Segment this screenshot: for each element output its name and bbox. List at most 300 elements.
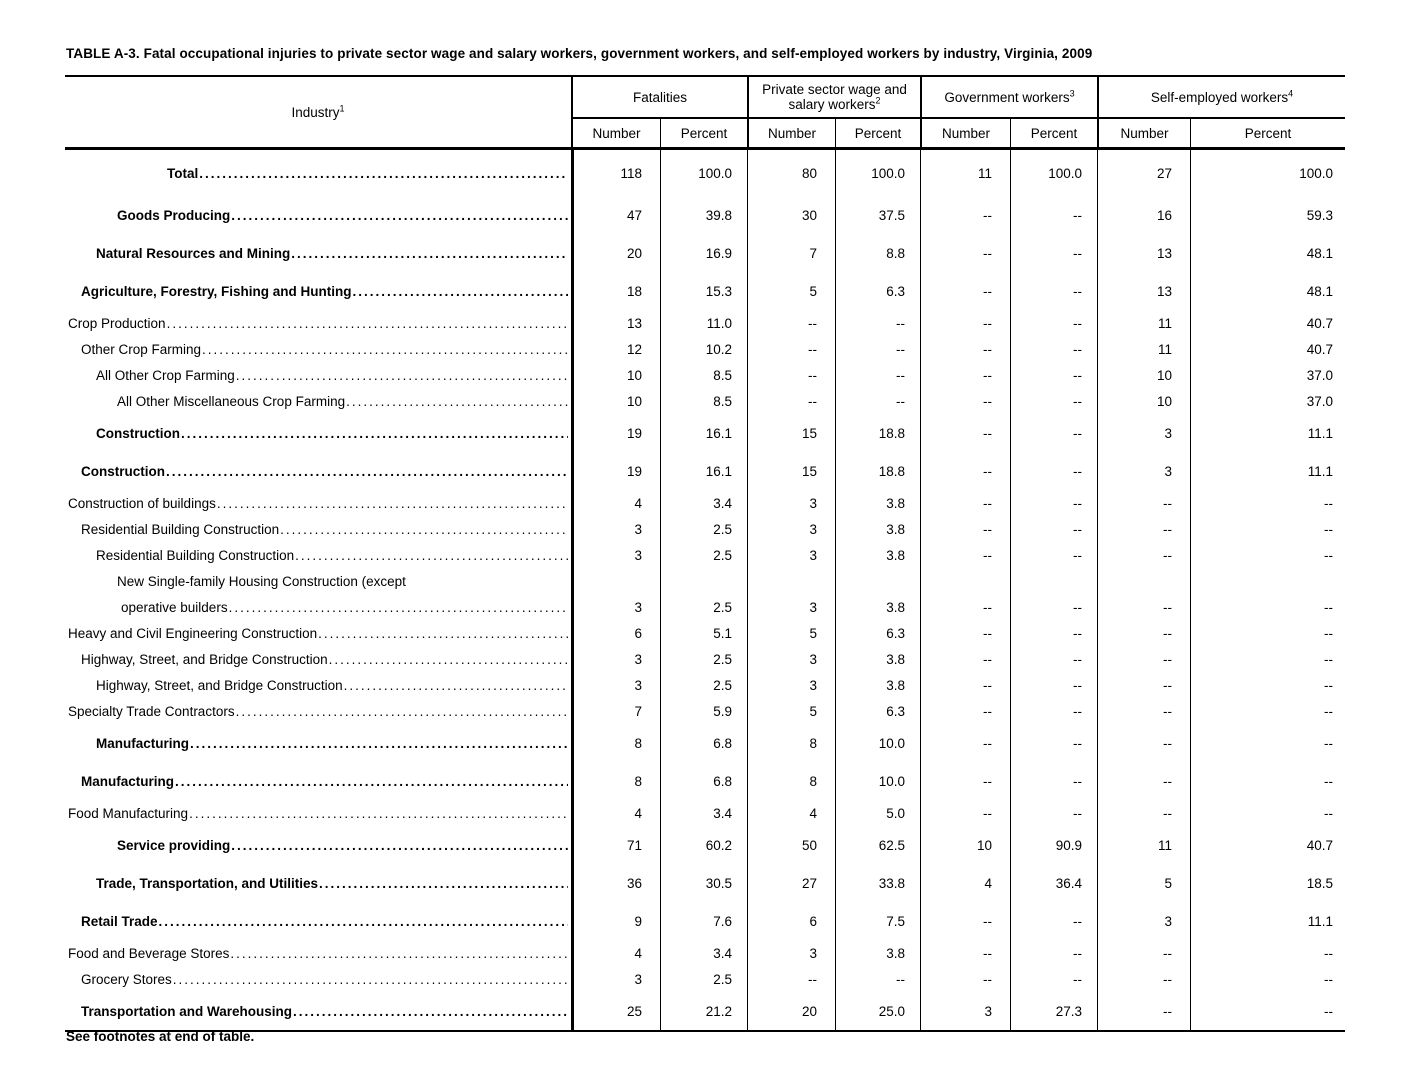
percent-cell: --	[1190, 516, 1345, 542]
number-cell: --	[920, 516, 1010, 542]
table-row	[65, 864, 1345, 902]
dot-leader	[181, 426, 568, 441]
number-cell: --	[920, 310, 1010, 336]
industry-label: Heavy and Civil Engineering Construction	[68, 625, 318, 641]
industry-column-header	[65, 77, 573, 147]
percent-cell: 37.0	[1190, 388, 1345, 414]
subheader-self-number: Number	[1097, 119, 1190, 147]
industry-label: Transportation and Warehousing	[81, 1003, 293, 1019]
percent-cell: 3.8	[835, 940, 920, 966]
table-row	[65, 800, 1345, 826]
industry-cell	[65, 620, 573, 646]
percent-cell: 16.9	[660, 234, 747, 272]
percent-cell: --	[835, 310, 920, 336]
number-cell: 8	[573, 724, 660, 762]
industry-cell	[65, 388, 573, 414]
percent-cell: --	[1010, 698, 1097, 724]
number-cell: 10	[573, 388, 660, 414]
number-cell: --	[920, 672, 1010, 698]
industry-label: Manufacturing	[96, 735, 189, 751]
number-cell: 71	[573, 826, 660, 864]
percent-cell: 11.1	[1190, 452, 1345, 490]
dot-leader	[190, 736, 568, 751]
percent-cell: --	[1010, 966, 1097, 992]
percent-cell: 2.5	[660, 542, 747, 568]
dot-leader	[236, 368, 568, 383]
table-row	[65, 902, 1345, 940]
number-cell: --	[920, 762, 1010, 800]
percent-cell: --	[1010, 414, 1097, 452]
number-cell: --	[1097, 646, 1190, 672]
percent-cell: 48.1	[1190, 272, 1345, 310]
industry-header-label: Industry	[291, 104, 340, 120]
industry-label: Total	[167, 165, 199, 181]
number-cell: 12	[573, 336, 660, 362]
number-cell: 3	[573, 646, 660, 672]
industry-cell	[65, 864, 573, 902]
percent-cell: 33.8	[835, 864, 920, 902]
number-cell: --	[920, 452, 1010, 490]
number-cell: --	[920, 196, 1010, 234]
number-cell: 13	[1097, 234, 1190, 272]
percent-cell: --	[835, 388, 920, 414]
number-cell: 4	[920, 864, 1010, 902]
percent-cell: 2.5	[660, 516, 747, 542]
percent-cell: --	[1010, 310, 1097, 336]
table-row	[65, 992, 1345, 1030]
subheader-government-percent: Percent	[1010, 119, 1097, 147]
number-cell: 11	[920, 150, 1010, 196]
industry-label: Residential Building Construction	[96, 547, 295, 563]
number-cell: --	[920, 272, 1010, 310]
number-cell: --	[920, 362, 1010, 388]
industry-cell	[65, 568, 573, 594]
percent-cell: --	[835, 336, 920, 362]
number-cell: 5	[1097, 864, 1190, 902]
percent-cell: --	[1190, 594, 1345, 620]
table-row	[65, 234, 1345, 272]
industry-cell	[65, 490, 573, 516]
percent-cell: 3.8	[835, 646, 920, 672]
percent-cell: 6.3	[835, 272, 920, 310]
percent-cell: 40.7	[1190, 336, 1345, 362]
percent-cell: --	[1010, 762, 1097, 800]
number-cell: 3	[920, 992, 1010, 1030]
percent-cell: 3.4	[660, 800, 747, 826]
percent-cell: 2.5	[660, 966, 747, 992]
dot-leader	[280, 522, 568, 537]
industry-cell	[65, 594, 573, 620]
number-cell: 3	[1097, 902, 1190, 940]
number-cell: --	[920, 800, 1010, 826]
group-header-self-employed: Self-employed workers$^4$	[1097, 77, 1345, 119]
industry-label: Service providing	[117, 837, 231, 853]
number-cell: 118	[573, 150, 660, 196]
percent-cell: --	[1010, 646, 1097, 672]
industry-cell	[65, 362, 573, 388]
percent-cell: 11.1	[1190, 902, 1345, 940]
percent-cell: --	[1010, 234, 1097, 272]
dot-leader	[175, 774, 568, 789]
number-cell: 19	[573, 414, 660, 452]
industry-cell	[65, 940, 573, 966]
subheader-private-number: Number	[747, 119, 835, 147]
number-cell: 8	[747, 762, 835, 800]
percent-cell: 48.1	[1190, 234, 1345, 272]
percent-cell: 11.1	[1190, 414, 1345, 452]
number-cell: 13	[1097, 272, 1190, 310]
number-cell: 3	[573, 594, 660, 620]
percent-cell	[1190, 568, 1345, 594]
table-row	[65, 490, 1345, 516]
industry-label: Manufacturing	[81, 773, 174, 789]
number-cell: 9	[573, 902, 660, 940]
table-row	[65, 724, 1345, 762]
number-cell: --	[1097, 620, 1190, 646]
table-row	[65, 362, 1345, 388]
percent-cell: --	[835, 362, 920, 388]
number-cell: --	[1097, 490, 1190, 516]
number-cell: 10	[573, 362, 660, 388]
dot-leader	[229, 600, 568, 615]
industry-cell	[65, 992, 573, 1030]
group-header-private-sector: Private sector wage and salary workers$^2$	[747, 77, 920, 119]
percent-cell: --	[1010, 940, 1097, 966]
number-cell: 8	[747, 724, 835, 762]
percent-cell: --	[1010, 800, 1097, 826]
industry-cell	[65, 724, 573, 762]
table-row	[65, 672, 1345, 698]
percent-cell: 27.3	[1010, 992, 1097, 1030]
percent-cell: 5.0	[835, 800, 920, 826]
percent-cell: --	[1010, 388, 1097, 414]
percent-cell: 2.5	[660, 594, 747, 620]
number-cell: 30	[747, 196, 835, 234]
percent-cell: 21.2	[660, 992, 747, 1030]
number-cell: 5	[747, 620, 835, 646]
subheader-government-number: Number	[920, 119, 1010, 147]
percent-cell: 100.0	[835, 150, 920, 196]
number-cell: 3	[747, 542, 835, 568]
percent-cell: 16.1	[660, 414, 747, 452]
percent-cell: --	[1010, 362, 1097, 388]
number-cell: --	[920, 542, 1010, 568]
percent-cell: 10.0	[835, 762, 920, 800]
industry-label: Crop Production	[68, 315, 166, 331]
number-cell	[573, 568, 660, 594]
number-cell	[1097, 568, 1190, 594]
number-cell: 11	[1097, 826, 1190, 864]
number-cell: 4	[573, 940, 660, 966]
number-cell: --	[1097, 516, 1190, 542]
subheader-row	[573, 119, 1345, 147]
number-cell: --	[920, 490, 1010, 516]
industry-cell	[65, 542, 573, 568]
industry-cell	[65, 272, 573, 310]
industry-label: Highway, Street, and Bridge Construction	[81, 651, 328, 667]
industry-label: operative builders	[121, 599, 228, 615]
industry-cell	[65, 762, 573, 800]
percent-cell: --	[1010, 452, 1097, 490]
percent-cell: 11.0	[660, 310, 747, 336]
number-cell: 5	[747, 272, 835, 310]
number-cell: --	[920, 902, 1010, 940]
number-cell: --	[920, 388, 1010, 414]
industry-cell	[65, 800, 573, 826]
dot-leader	[202, 342, 568, 357]
percent-cell: 62.5	[835, 826, 920, 864]
number-cell: 3	[747, 646, 835, 672]
industry-label: Residential Building Construction	[81, 521, 280, 537]
number-cell: 27	[1097, 150, 1190, 196]
percent-cell: --	[1190, 672, 1345, 698]
percent-cell: 37.5	[835, 196, 920, 234]
dot-leader	[189, 806, 568, 821]
number-cell: --	[920, 724, 1010, 762]
subheader-self-percent: Percent	[1190, 119, 1345, 147]
percent-cell: 7.5	[835, 902, 920, 940]
number-cell: 3	[573, 542, 660, 568]
industry-cell	[65, 902, 573, 940]
number-cell: --	[920, 940, 1010, 966]
percent-cell: 3.8	[835, 490, 920, 516]
number-cell: --	[920, 414, 1010, 452]
number-cell: 3	[747, 490, 835, 516]
percent-cell: 5.1	[660, 620, 747, 646]
percent-cell: 8.5	[660, 362, 747, 388]
percent-cell	[660, 568, 747, 594]
percent-cell: --	[1010, 902, 1097, 940]
percent-cell: 2.5	[660, 672, 747, 698]
number-cell: --	[1097, 672, 1190, 698]
number-cell: 6	[747, 902, 835, 940]
number-cell: 3	[573, 672, 660, 698]
percent-cell: 3.8	[835, 594, 920, 620]
industry-header-superscript: 1	[339, 103, 345, 113]
industry-label: Retail Trade	[81, 913, 158, 929]
percent-cell: 10.2	[660, 336, 747, 362]
percent-cell: --	[1010, 542, 1097, 568]
number-cell: 25	[573, 992, 660, 1030]
percent-cell: 8.5	[660, 388, 747, 414]
subheader-private-percent: Percent	[835, 119, 920, 147]
percent-cell: 59.3	[1190, 196, 1345, 234]
group-header-government: Government workers$^3$	[920, 77, 1097, 119]
industry-label: New Single-family Housing Construction (except	[117, 573, 406, 589]
table-body	[65, 150, 1345, 1032]
number-cell: 15	[747, 414, 835, 452]
number-cell	[920, 568, 1010, 594]
industry-label: Food Manufacturing	[68, 805, 189, 821]
industry-cell	[65, 826, 573, 864]
percent-cell: --	[1190, 724, 1345, 762]
industry-cell	[65, 452, 573, 490]
industry-label: Construction of buildings	[68, 495, 216, 511]
table-row	[65, 542, 1345, 568]
table-row	[65, 388, 1345, 414]
number-cell: --	[747, 336, 835, 362]
number-cell: --	[920, 698, 1010, 724]
industry-label: All Other Crop Farming	[96, 367, 235, 383]
percent-cell: 3.8	[835, 516, 920, 542]
percent-cell: 8.8	[835, 234, 920, 272]
industry-label: All Other Miscellaneous Crop Farming	[117, 393, 346, 409]
industry-label: Construction	[96, 425, 180, 441]
number-cell: 3	[573, 516, 660, 542]
number-cell: --	[747, 388, 835, 414]
table-row	[65, 310, 1345, 336]
table-row	[65, 594, 1345, 620]
industry-cell	[65, 516, 573, 542]
dot-leader	[199, 166, 568, 181]
table-row	[65, 762, 1345, 800]
percent-cell: 30.5	[660, 864, 747, 902]
table-row	[65, 272, 1345, 310]
percent-cell: 36.4	[1010, 864, 1097, 902]
number-cell: 3	[747, 672, 835, 698]
percent-cell: 90.9	[1010, 826, 1097, 864]
table-row	[65, 196, 1345, 234]
percent-cell: 3.4	[660, 490, 747, 516]
data-table	[65, 75, 1345, 1032]
dot-leader	[295, 548, 568, 563]
number-cell: --	[747, 966, 835, 992]
dot-leader	[166, 464, 568, 479]
number-cell: 3	[573, 966, 660, 992]
percent-cell: 39.8	[660, 196, 747, 234]
percent-cell: --	[1010, 490, 1097, 516]
footnote-text: See footnotes at end of table.	[66, 1029, 255, 1044]
number-cell: 5	[747, 698, 835, 724]
industry-label: Construction	[81, 463, 165, 479]
dot-leader	[231, 208, 568, 223]
dot-leader	[291, 246, 568, 261]
industry-label: Agriculture, Forestry, Fishing and Hunting	[81, 283, 352, 299]
number-cell: --	[1097, 940, 1190, 966]
industry-cell	[65, 672, 573, 698]
subheader-fatalities-number: Number	[592, 125, 641, 141]
number-cell: 11	[1097, 310, 1190, 336]
industry-label: Other Crop Farming	[81, 341, 202, 357]
number-cell: 6	[573, 620, 660, 646]
percent-cell: 6.8	[660, 724, 747, 762]
percent-cell: 60.2	[660, 826, 747, 864]
number-cell: 16	[1097, 196, 1190, 234]
table-row	[65, 452, 1345, 490]
industry-label: Trade, Transportation, and Utilities	[96, 875, 319, 891]
table-row	[65, 336, 1345, 362]
table-row	[65, 966, 1345, 992]
percent-cell: 2.5	[660, 646, 747, 672]
number-cell: 50	[747, 826, 835, 864]
table-title: TABLE A-3. Fatal occupational injuries to private sector wage and salary workers, government workers, and self-employed workers by industry, Virginia, 2009	[66, 46, 1093, 61]
percent-cell: 18.8	[835, 452, 920, 490]
percent-cell: 3.8	[835, 672, 920, 698]
subheader-fatalities-percent: Percent	[660, 119, 747, 147]
percent-cell: 100.0	[1010, 150, 1097, 196]
percent-cell: --	[1190, 800, 1345, 826]
percent-cell: 40.7	[1190, 826, 1345, 864]
percent-cell: 100.0	[1190, 150, 1345, 196]
percent-cell: --	[1190, 646, 1345, 672]
industry-label: Grocery Stores	[81, 971, 172, 987]
number-cell: 20	[747, 992, 835, 1030]
table-row	[65, 414, 1345, 452]
percent-cell: --	[1010, 620, 1097, 646]
number-cell: 7	[573, 698, 660, 724]
number-cell: 19	[573, 452, 660, 490]
percent-cell: 5.9	[660, 698, 747, 724]
table-row	[65, 620, 1345, 646]
dot-leader	[353, 284, 568, 299]
number-cell: 27	[747, 864, 835, 902]
industry-cell	[65, 646, 573, 672]
number-cell: --	[920, 336, 1010, 362]
number-cell: 3	[747, 940, 835, 966]
table-row	[65, 940, 1345, 966]
percent-cell: 6.3	[835, 620, 920, 646]
table-row	[65, 698, 1345, 724]
percent-cell: --	[1010, 272, 1097, 310]
percent-cell: --	[1010, 196, 1097, 234]
percent-cell: --	[1010, 516, 1097, 542]
percent-cell	[835, 568, 920, 594]
percent-cell: 40.7	[1190, 310, 1345, 336]
number-cell: --	[920, 966, 1010, 992]
percent-cell: 6.8	[660, 762, 747, 800]
number-cell: 8	[573, 762, 660, 800]
number-cell: 4	[747, 800, 835, 826]
number-cell: 18	[573, 272, 660, 310]
table-header	[65, 75, 1345, 150]
number-cell: --	[1097, 724, 1190, 762]
percent-cell: --	[835, 966, 920, 992]
percent-cell: --	[1190, 542, 1345, 568]
dot-leader	[344, 678, 568, 693]
percent-cell: --	[1010, 336, 1097, 362]
percent-cell	[1010, 568, 1097, 594]
number-cell: 3	[1097, 452, 1190, 490]
percent-cell: 15.3	[660, 272, 747, 310]
percent-cell: --	[1190, 992, 1345, 1030]
percent-cell: 25.0	[835, 992, 920, 1030]
percent-cell: 7.6	[660, 902, 747, 940]
percent-cell: 3.4	[660, 940, 747, 966]
number-cell: 3	[747, 516, 835, 542]
number-cell: --	[747, 362, 835, 388]
number-cell: 36	[573, 864, 660, 902]
dot-leader	[318, 626, 568, 641]
number-cell: 3	[1097, 414, 1190, 452]
percent-cell: --	[1190, 698, 1345, 724]
number-cell: 20	[573, 234, 660, 272]
industry-label: Goods Producing	[117, 207, 231, 223]
number-cell: 3	[747, 594, 835, 620]
dot-leader	[231, 838, 568, 853]
industry-cell	[65, 414, 573, 452]
percent-cell: --	[1010, 724, 1097, 762]
number-cell: 10	[1097, 362, 1190, 388]
industry-cell	[65, 336, 573, 362]
percent-cell: --	[1190, 966, 1345, 992]
industry-cell	[65, 966, 573, 992]
number-cell: --	[1097, 992, 1190, 1030]
number-cell: 10	[1097, 388, 1190, 414]
number-cell: --	[1097, 800, 1190, 826]
number-cell	[747, 568, 835, 594]
industry-cell	[65, 698, 573, 724]
number-cell: --	[920, 620, 1010, 646]
